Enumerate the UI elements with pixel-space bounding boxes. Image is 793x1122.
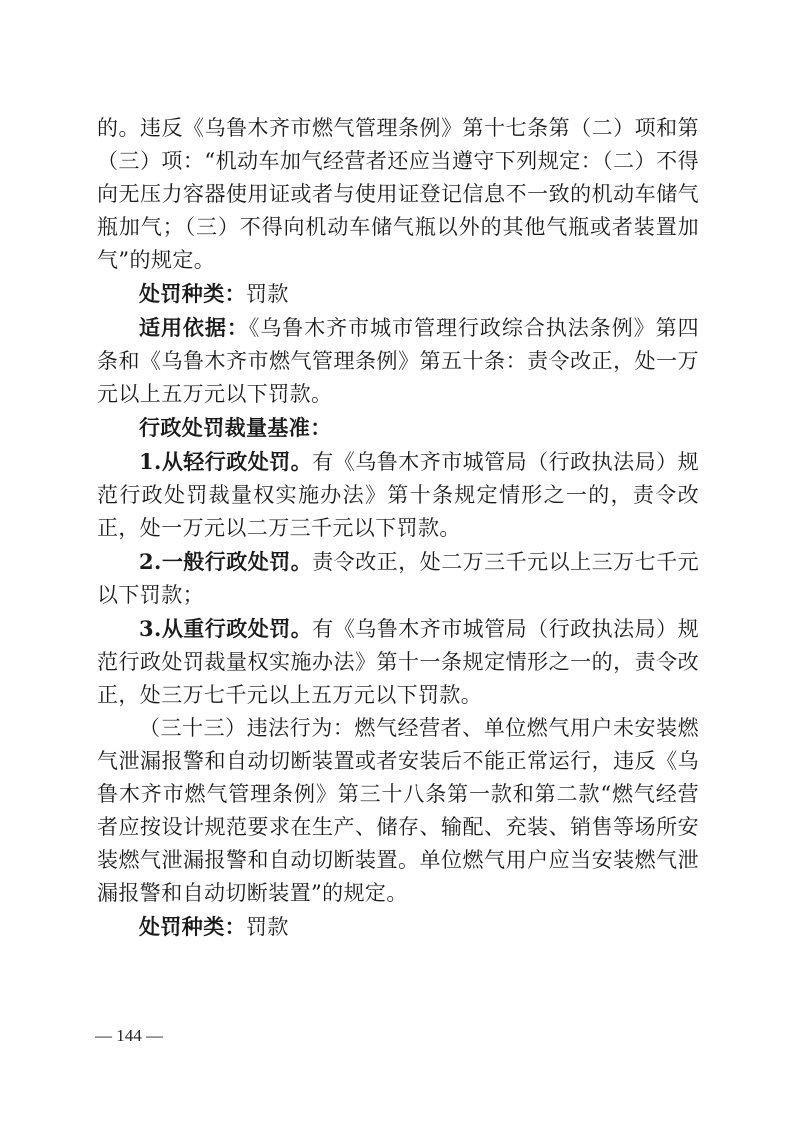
paragraph-penalty-type: 处罚种类：罚款: [139, 281, 289, 306]
page-number: — 144 —: [95, 1026, 163, 1045]
paragraph-lenient-penalty: 1.从轻行政处罚。有《乌鲁木齐市城管局（行政执法局）规范行政处罚裁量权实施办法》第十条规定情形之一的，责令改正，处一万元以二万三千元以下罚款。: [97, 449, 699, 540]
label-penalty-type: 处罚种类：: [139, 281, 246, 306]
paragraph-discretion-standard: [97, 411, 699, 445]
paragraph-continuation: 的。违反《乌鲁木齐市燃气管理条例》第十七条第（二）项和第（三）项：“机动车加气经营者还应当遵守下列规定：（二）不得向无压力容器使用证或者与使用证登记信息不一致的机动车储气瓶加气；（三）不得向机动车储气瓶以外的其他气瓶或者装置加气”的规定。: [97, 116, 699, 272]
paragraph-penalty-type-2: 处罚种类：罚款: [139, 914, 289, 939]
label-general-penalty: 2.一般行政处罚。: [139, 549, 313, 574]
paragraph-violation-33: （三十三）违法行为：燃气经营者、单位燃气用户未安装燃气泄漏报警和自动切断装置或者安装后不能正常运行，违反《乌鲁木齐市燃气管理条例》第三十八条第一款和第二款“燃气经营者应按设计规范要求在生产、储存、输配、充装、销售等场所安装燃气泄漏报警和自动切断装置。单位燃气用户应当安装燃气泄漏报警和自动切断装置”的规定。: [97, 716, 699, 905]
paragraph-legal-basis: 适用依据：《乌鲁木齐市城市管理行政综合执法条例》第四条和《乌鲁木齐市燃气管理条例》第五十条：责令改正，处一万元以上五万元以下罚款。: [97, 315, 700, 406]
label-legal-basis: 适用依据：: [139, 315, 249, 340]
document-body: [97, 112, 699, 944]
paragraph-severe-penalty: 3.从重行政处罚。有《乌鲁木齐市城管局（行政执法局）规范行政处罚裁量权实施办法》第十一条规定情形之一的，责令改正，处三万七千元以上五万元以下罚款。: [97, 616, 699, 707]
label-severe-penalty: 3.从重行政处罚。: [139, 616, 313, 641]
label-discretion-standard: 行政处罚裁量基准：: [139, 415, 332, 440]
label-lenient-penalty: 1.从轻行政处罚。: [139, 449, 313, 474]
paragraph-general-penalty: 2.一般行政处罚。责令改正，处二万三千元以上三万七千元以下罚款；: [97, 549, 699, 607]
label-penalty-type-2: 处罚种类：: [139, 914, 246, 939]
